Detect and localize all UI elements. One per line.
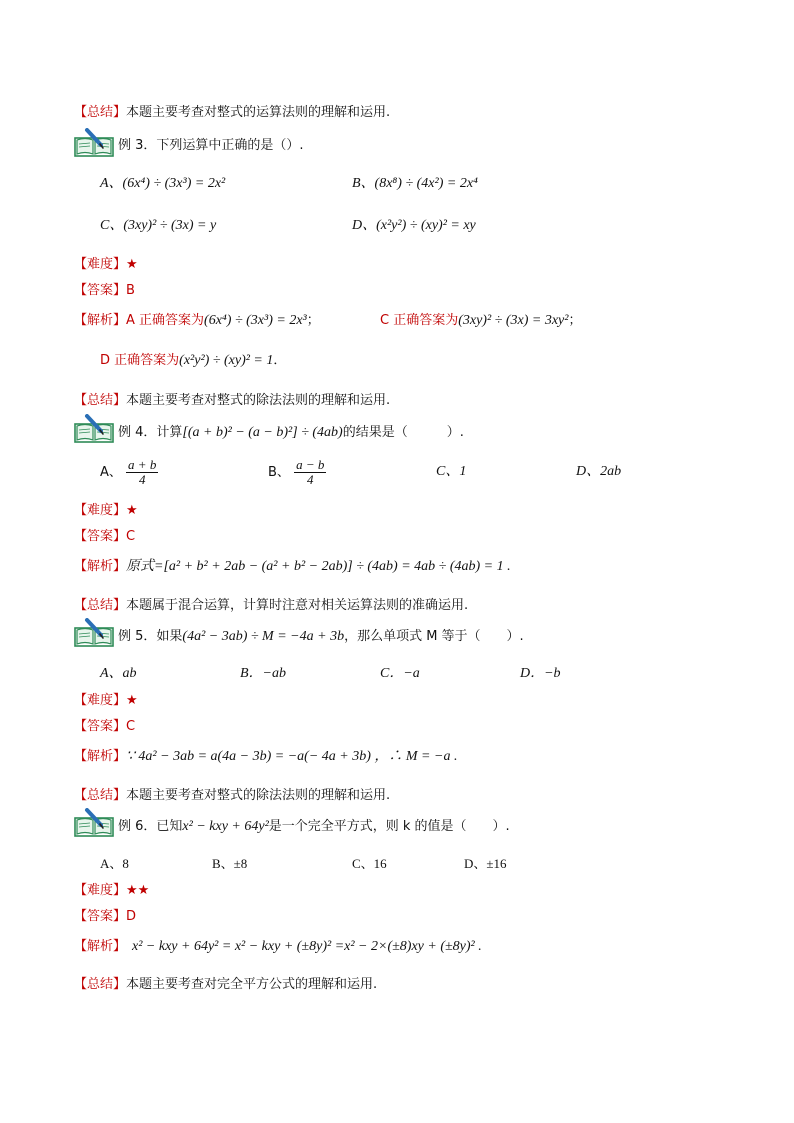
ex6-answer xyxy=(74,908,136,926)
ex5-difficulty xyxy=(74,692,138,710)
answer-tag: 【答案】 xyxy=(74,529,127,544)
ex3-answer xyxy=(74,282,135,300)
difficulty-stars: ★ xyxy=(126,257,138,272)
option-prefix: B、 xyxy=(268,465,290,480)
ex6-title-post: 是一个完全平方式，则 k 的值是（ ）. xyxy=(268,819,510,834)
fraction xyxy=(294,458,326,487)
difficulty-stars: ★ xyxy=(126,503,138,518)
difficulty-tag: 【难度】 xyxy=(74,693,127,708)
ex4-title-pre: 例 4．计算 xyxy=(118,425,183,440)
answer-tag: 【答案】 xyxy=(74,719,127,734)
ex6-title-pre: 例 6．已知 xyxy=(118,819,183,834)
book-pen-icon xyxy=(74,128,114,158)
analysis-c-label: C 正确答案为 xyxy=(380,313,459,328)
ex4-analysis xyxy=(74,558,511,576)
analysis-d-expr: (x²y²) ÷ (xy)² = 1 xyxy=(179,353,274,368)
ex4-option-a xyxy=(100,458,158,487)
ex4-option-d: D、2ab xyxy=(576,464,622,479)
summary-text: 本题主要考查对完全平方公式的理解和运用. xyxy=(126,977,378,992)
ex5-option-b: B．−ab xyxy=(240,666,286,681)
fraction-denominator: 4 xyxy=(138,472,146,487)
ex5-title xyxy=(118,628,524,646)
ex5-option-a: A、ab xyxy=(100,666,137,681)
answer-value: D xyxy=(126,909,137,924)
summary-text: 本题主要考查对整式的除法法则的理解和运用. xyxy=(126,788,391,803)
answer-value: C xyxy=(126,529,136,544)
summary-line xyxy=(74,104,390,122)
summary-tag: 【总结】 xyxy=(74,598,127,613)
difficulty-tag: 【难度】 xyxy=(74,883,127,898)
ex6-option-d: D、±16 xyxy=(464,856,507,871)
fraction xyxy=(126,458,158,487)
ex3-summary xyxy=(74,392,390,410)
answer-value: C xyxy=(126,719,136,734)
ex6-title xyxy=(118,818,510,836)
ex5-analysis xyxy=(74,748,457,766)
analysis-tag: 【解析】 xyxy=(74,939,127,954)
answer-tag: 【答案】 xyxy=(74,909,127,924)
difficulty-stars: ★ xyxy=(126,693,138,708)
summary-tag: 【总结】 xyxy=(74,788,127,803)
analysis-text: ∵ 4a² − 3ab = a(4a − 3b) = −a(− 4a + 3b) ，∴ M = −a . xyxy=(126,749,458,764)
answer-value: B xyxy=(126,283,135,298)
ex4-summary xyxy=(74,597,468,615)
ex5-title-expr: (4a² − 3ab) ÷ M = −4a + 3b xyxy=(182,629,345,644)
ex4-option-c: C、1 xyxy=(436,464,467,479)
ex6-option-b: B、±8 xyxy=(212,856,248,871)
ex5-summary xyxy=(74,787,390,805)
analysis-d-label: D 正确答案为 xyxy=(100,353,180,368)
ex6-option-a: A、8 xyxy=(100,856,129,871)
ex5-option-c: C．−a xyxy=(380,666,420,681)
ex5-title-post: ，那么单项式 M 等于（ ）. xyxy=(344,629,524,644)
ex3-title: 例 3．下列运算中正确的是（）. xyxy=(118,138,304,153)
analysis-text: 原式=[a² + b² + 2ab − (a² + b² − 2ab)] ÷ (4ab) = 4ab ÷ (4ab) = 1 . xyxy=(126,559,511,574)
ex3-analysis-c: C 正确答案为(3xy)² ÷ (3x) = 3xy²； xyxy=(380,313,582,328)
ex4-difficulty xyxy=(74,502,138,520)
ex4-title-post: 的结果是（ ）. xyxy=(342,425,464,440)
analysis-tag: 【解析】 xyxy=(74,559,127,574)
fraction-numerator: a + b xyxy=(128,457,157,472)
summary-tag: 【总结】 xyxy=(74,393,127,408)
ex3-option-a: A、(6x⁴) ÷ (3x³) = 2x² xyxy=(100,176,226,191)
book-pen-icon xyxy=(74,414,114,444)
difficulty-tag: 【难度】 xyxy=(74,257,127,272)
option-prefix: A、 xyxy=(100,465,122,480)
ex3-analysis-d: D 正确答案为(x²y²) ÷ (xy)² = 1． xyxy=(100,353,287,368)
analysis-c-expr: (3xy)² ÷ (3x) = 3xy² xyxy=(458,313,569,328)
ex6-analysis xyxy=(74,938,482,956)
ex4-title-expr: [(a + b)² − (a − b)²] ÷ (4ab) xyxy=(182,425,343,440)
ex6-difficulty xyxy=(74,882,149,900)
ex5-title-pre: 例 5．如果 xyxy=(118,629,183,644)
book-pen-icon xyxy=(74,618,114,648)
ex3-option-b: B、(8x⁸) ÷ (4x²) = 2x⁴ xyxy=(352,176,478,191)
analysis-text: x² − kxy + 64y² = x² − kxy + (±8y)² =x² − 2×(±8)xy + (±8y)² . xyxy=(132,939,482,954)
analysis-a-label: A 正确答案为 xyxy=(126,313,205,328)
summary-tag: 【总结】 xyxy=(74,105,127,120)
analysis-tag: 【解析】 xyxy=(74,749,127,764)
ex3-difficulty xyxy=(74,256,138,274)
ex5-answer xyxy=(74,718,135,736)
ex4-answer xyxy=(74,528,135,546)
analysis-a-expr: (6x⁴) ÷ (3x³) = 2x³ xyxy=(204,313,307,328)
fraction-numerator: a − b xyxy=(296,457,325,472)
ex3-option-d: D、(x²y²) ÷ (xy)² = xy xyxy=(352,218,476,233)
ex4-title xyxy=(118,424,464,442)
summary-text: 本题主要考查对整式的运算法则的理解和运用. xyxy=(126,105,391,120)
summary-text: 本题主要考查对整式的除法法则的理解和运用. xyxy=(126,393,391,408)
difficulty-tag: 【难度】 xyxy=(74,503,127,518)
ex6-option-c: C、16 xyxy=(352,856,387,871)
book-pen-icon xyxy=(74,808,114,838)
ex6-title-expr: x² − kxy + 64y² xyxy=(182,819,269,834)
ex6-summary xyxy=(74,976,377,994)
summary-text: 本题属于混合运算，计算时注意对相关运算法则的准确运用. xyxy=(126,598,469,613)
answer-tag: 【答案】 xyxy=(74,283,127,298)
fraction-denominator: 4 xyxy=(306,472,314,487)
ex3-option-c: C、(3xy)² ÷ (3x) = y xyxy=(100,218,217,233)
ex4-option-b xyxy=(268,458,326,487)
ex5-option-d: D．−b xyxy=(520,666,561,681)
ex3-analysis: 【解析】A 正确答案为(6x⁴) ÷ (3x³) = 2x³； xyxy=(74,313,320,328)
summary-tag: 【总结】 xyxy=(74,977,127,992)
difficulty-stars: ★★ xyxy=(126,883,150,898)
analysis-tag: 【解析】 xyxy=(74,313,127,328)
